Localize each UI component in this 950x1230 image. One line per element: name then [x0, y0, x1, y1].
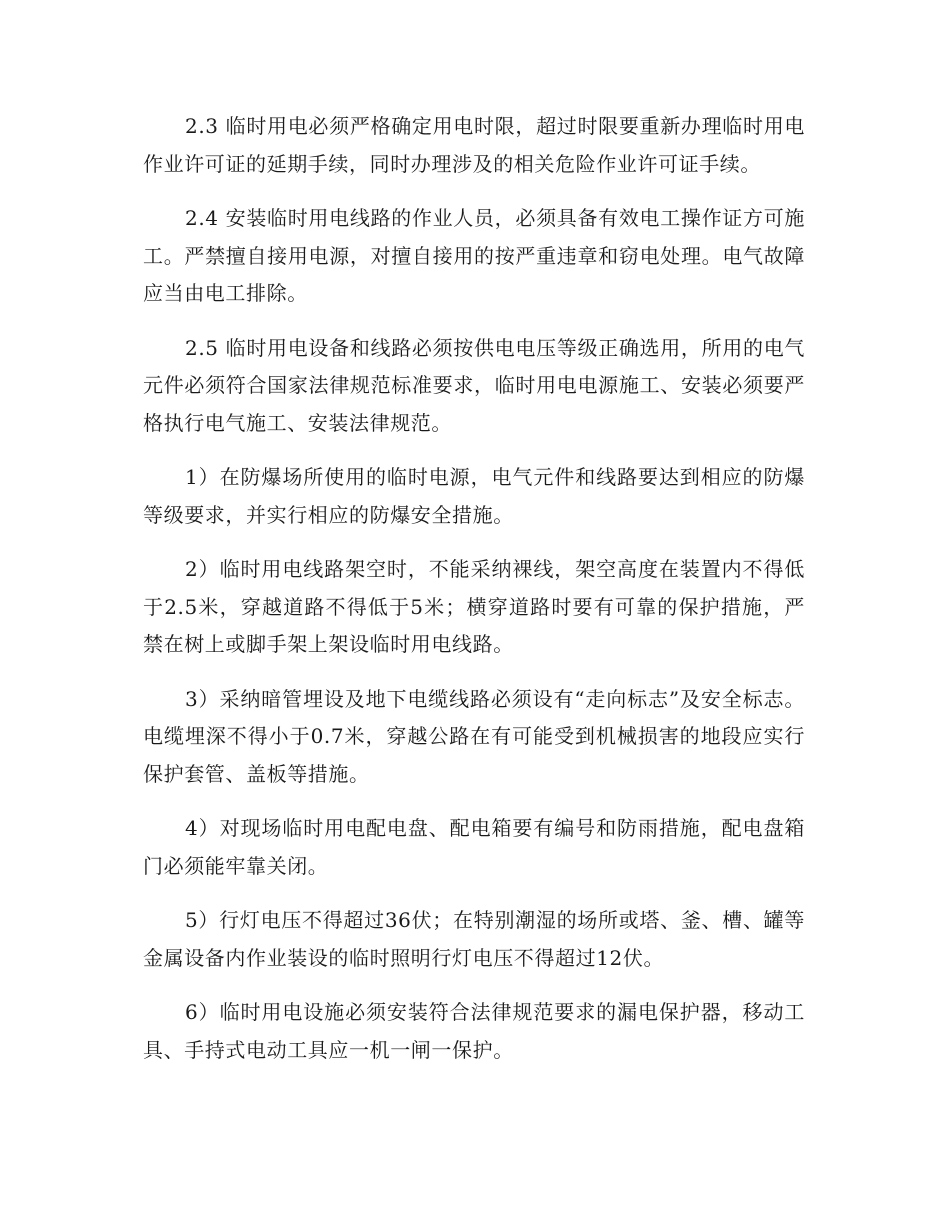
document-body	[143, 108, 805, 1086]
paragraph-2-5: 2.5 临时用电设备和线路必须按供电电压等级正确选用，所用的电气元件必须符合国家法律规范标准要求，临时用电电源施工、安装必须要严格执行电气施工、安装法律规范。	[143, 335, 805, 435]
paragraph-item-1: 1）在防爆场所使用的临时电源，电气元件和线路要达到相应的防爆等级要求，并实行相应的防爆安全措施。	[143, 465, 805, 527]
paragraph-item-2: 2）临时用电线路架空时，不能采纳裸线，架空高度在装置内不得低于2.5米，穿越道路不得低于5米；横穿道路时要有可靠的保护措施，严禁在树上或脚手架上架设临时用电线路。	[143, 557, 805, 656]
paragraph-item-6: 6）临时用电设施必须安装符合法律规范要求的漏电保护器，移动工具、手持式电动工具应一机一闸一保护。	[143, 1000, 805, 1062]
paragraph-item-5: 5）行灯电压不得超过36伏；在特别潮湿的场所或塔、釜、槽、罐等金属设备内作业装设的临时照明行灯电压不得超过12伏。	[143, 908, 805, 970]
paragraph-item-4: 4）对现场临时用电配电盘、配电箱要有编号和防雨措施，配电盘箱门必须能牢靠关闭。	[143, 816, 805, 878]
paragraph-2-4: 2.4 安装临时用电线路的作业人员，必须具备有效电工操作证方可施工。严禁擅自接用电源，对擅自接用的按严重违章和窃电处理。电气故障应当由电工排除。	[143, 206, 805, 305]
paragraph-item-3: 3）采纳暗管埋设及地下电缆线路必须设有“走向标志”及安全标志。电缆埋深不得小于0.7米，穿越公路在有可能受到机械损害的地段应实行保护套管、盖板等措施。	[143, 686, 805, 786]
paragraph-2-3: 2.3 临时用电必须严格确定用电时限，超过时限要重新办理临时用电作业许可证的延期手续，同时办理涉及的相关危险作业许可证手续。	[143, 114, 805, 176]
